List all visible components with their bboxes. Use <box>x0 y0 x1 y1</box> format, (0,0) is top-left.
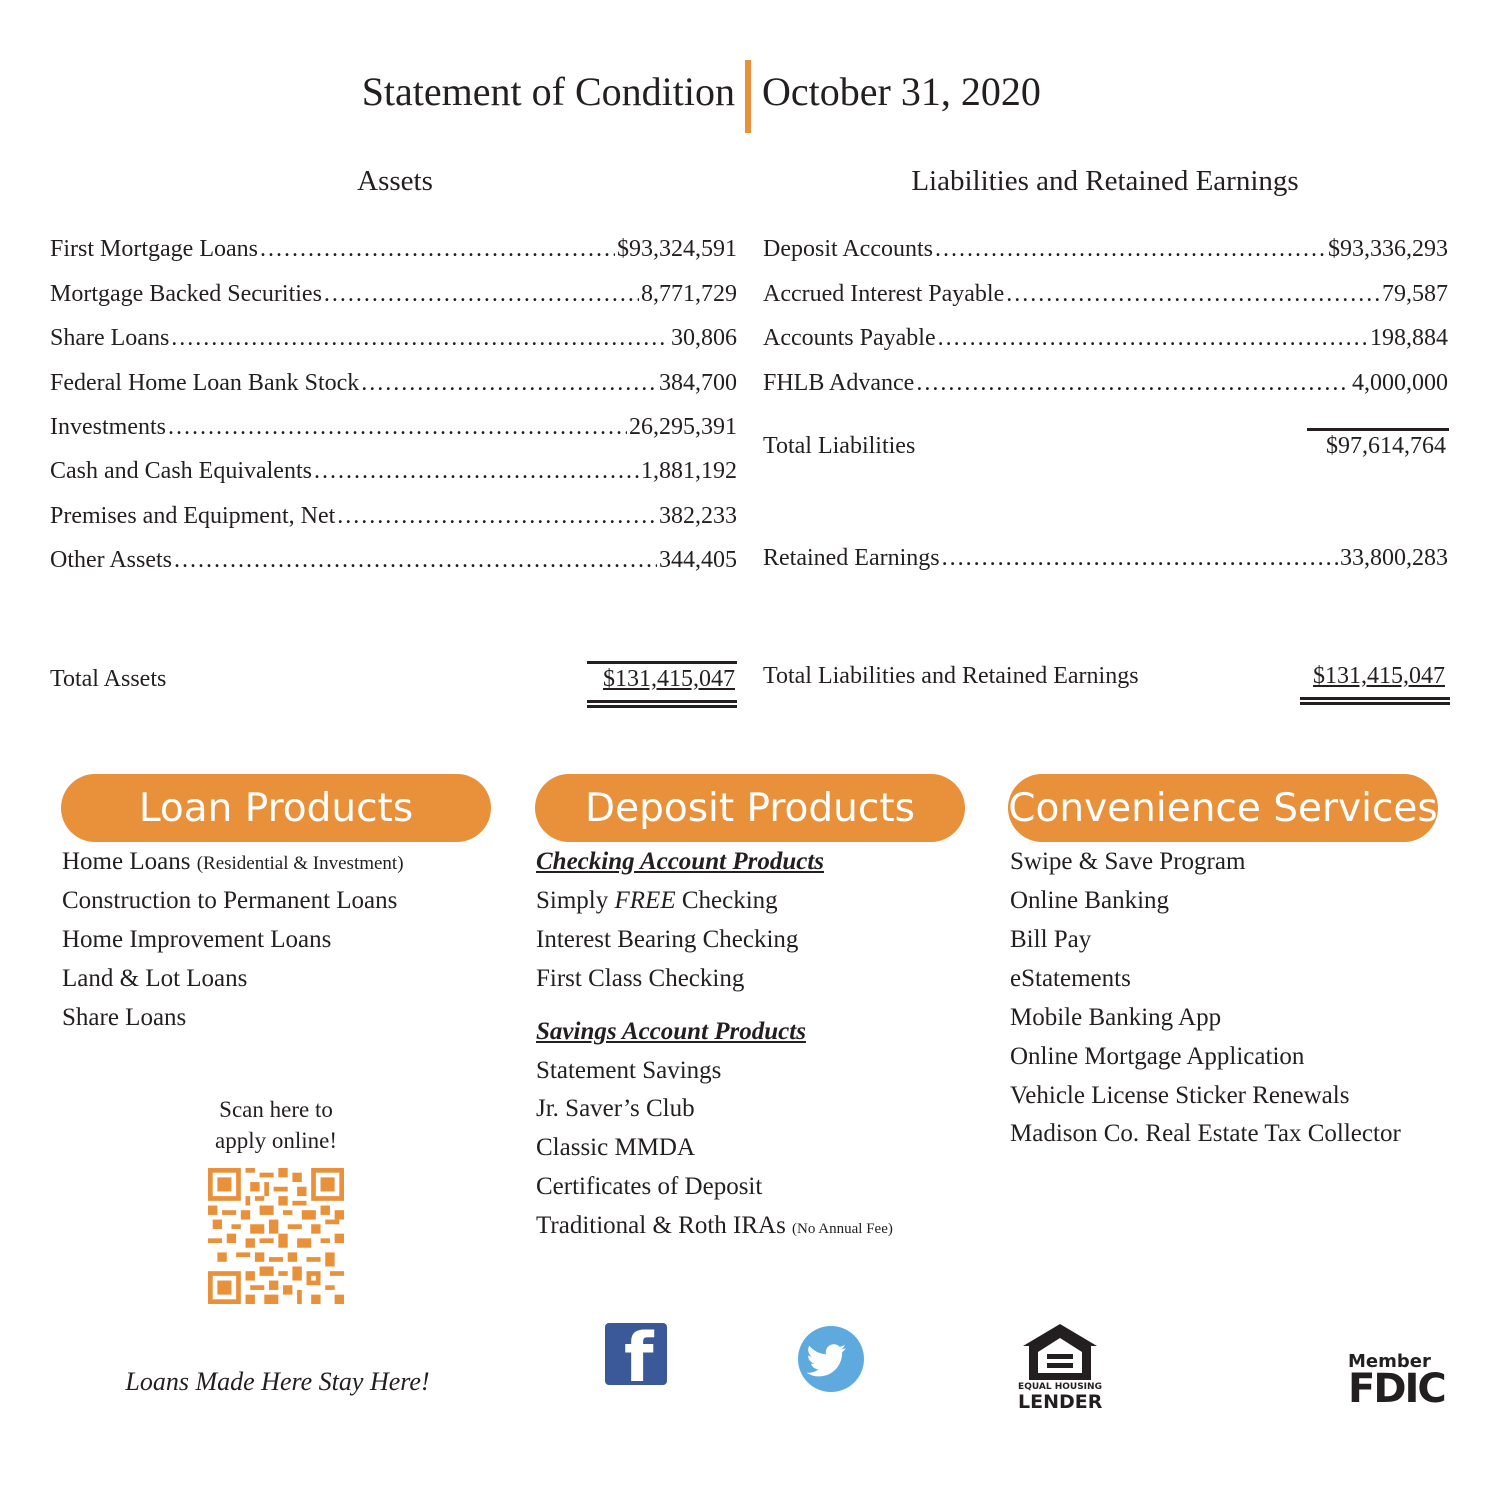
total-assets-value: $131,415,047 <box>603 666 735 692</box>
asset-value: 8,771,729 <box>641 281 737 307</box>
asset-label: Share Loans <box>50 325 170 351</box>
leader-dots <box>324 281 639 308</box>
fdic-logo: FDIC <box>1348 1366 1445 1412</box>
asset-row <box>50 503 737 539</box>
savings-products-heading: Savings Account Products <box>536 1018 806 1045</box>
total-liabilities-rule <box>1307 428 1449 431</box>
asset-value: 26,295,391 <box>629 414 737 440</box>
deposit-item-part: Simply <box>536 887 609 914</box>
deposit-products-heading: Deposit Products <box>535 774 965 842</box>
loan-item <box>62 848 404 876</box>
service-item: Vehicle License Sticker Renewals <box>1010 1082 1350 1109</box>
service-item: Online Banking <box>1010 887 1170 914</box>
qr-code-icon[interactable] <box>205 1168 347 1304</box>
liability-label: Accounts Payable <box>763 325 936 351</box>
service-item: Online Mortgage Application <box>1010 1043 1305 1070</box>
service-item: Madison Co. Real Estate Tax Collector <box>1010 1120 1401 1147</box>
ehl-line-2: LENDER <box>1018 1391 1103 1413</box>
asset-value: 1,881,192 <box>641 458 737 484</box>
statement-date: October 31, 2020 <box>762 69 1041 114</box>
deposit-item-note: (No Annual Fee) <box>792 1221 893 1237</box>
asset-label: Mortgage Backed Securities <box>50 281 322 307</box>
asset-row <box>50 370 737 406</box>
total-rule-top <box>587 661 737 664</box>
loan-products-heading: Loan Products <box>61 774 491 842</box>
deposit-item <box>536 1212 893 1240</box>
deposit-item: Interest Bearing Checking <box>536 926 799 953</box>
leader-dots <box>314 458 639 485</box>
leader-dots <box>916 370 1350 397</box>
scan-line-2: apply online! <box>215 1128 337 1153</box>
loan-item-label: Home Loans <box>62 848 191 875</box>
asset-row <box>50 547 737 583</box>
deposit-item: Statement Savings <box>536 1057 722 1084</box>
service-item: Mobile Banking App <box>1010 1004 1222 1031</box>
equal-housing-icon <box>1021 1322 1099 1382</box>
retained-earnings-value: 33,800,283 <box>1340 545 1448 571</box>
loan-item: Home Improvement Loans <box>62 926 332 953</box>
leader-dots <box>361 370 657 397</box>
deposit-item-emphasis: FREE <box>614 887 676 914</box>
title-divider <box>745 60 751 133</box>
leader-dots <box>171 325 669 352</box>
twitter-bird-icon <box>798 1326 864 1392</box>
deposit-item: Certificates of Deposit <box>536 1173 763 1200</box>
deposit-item: Jr. Saver’s Club <box>536 1095 695 1122</box>
leader-dots <box>260 236 615 263</box>
grand-total-label: Total Liabilities and Retained Earnings <box>763 663 1139 689</box>
deposit-item: First Class Checking <box>536 965 745 992</box>
service-item: Swipe & Save Program <box>1010 848 1246 875</box>
page-title: Statement of Condition <box>361 69 735 114</box>
liability-value: 79,587 <box>1382 281 1448 307</box>
asset-value: 30,806 <box>671 325 737 351</box>
asset-label: Other Assets <box>50 547 172 573</box>
leader-dots <box>168 414 627 441</box>
slogan: Loans Made Here Stay Here! <box>125 1367 430 1396</box>
liability-row <box>763 281 1448 317</box>
asset-value: $93,324,591 <box>617 236 737 262</box>
total-liabilities-value: $97,614,764 <box>1326 433 1446 459</box>
fdic-member-label: Member <box>1348 1351 1431 1372</box>
grand-total-rule-1 <box>1300 697 1450 700</box>
convenience-services-heading: Convenience Services <box>1008 774 1438 842</box>
asset-row <box>50 458 737 494</box>
total-assets-label: Total Assets <box>50 666 167 692</box>
leader-dots <box>1006 281 1380 308</box>
grand-total-rule-2 <box>1300 702 1450 705</box>
leader-dots <box>942 545 1338 572</box>
liability-value: 198,884 <box>1370 325 1448 351</box>
loan-item: Construction to Permanent Loans <box>62 887 398 914</box>
asset-label: Federal Home Loan Bank Stock <box>50 370 360 396</box>
liability-value: 4,000,000 <box>1352 370 1448 396</box>
assets-heading: Assets <box>357 165 433 197</box>
asset-label: Premises and Equipment, Net <box>50 503 336 529</box>
leader-dots <box>174 547 657 574</box>
asset-label: Cash and Cash Equivalents <box>50 458 312 484</box>
loan-item: Land & Lot Loans <box>62 965 248 992</box>
scan-instructions <box>176 1094 376 1156</box>
total-rule-double-2 <box>587 705 737 708</box>
leader-dots <box>938 325 1368 352</box>
deposit-item-part: Checking <box>681 887 778 914</box>
leader-dots <box>935 236 1326 263</box>
liabilities-heading: Liabilities and Retained Earnings <box>911 165 1299 197</box>
scan-line-1: Scan here to <box>219 1097 333 1122</box>
retained-earnings-row <box>763 545 1448 581</box>
asset-label: Investments <box>50 414 166 440</box>
deposit-item: Classic MMDA <box>536 1134 696 1161</box>
grand-total-value: $131,415,047 <box>1313 663 1445 689</box>
liability-label: FHLB Advance <box>763 370 915 396</box>
twitter-icon[interactable] <box>798 1326 864 1392</box>
asset-row <box>50 325 737 361</box>
liability-label: Deposit Accounts <box>763 236 933 262</box>
facebook-icon[interactable] <box>605 1323 667 1385</box>
leader-dots <box>337 503 657 530</box>
deposit-item <box>536 887 778 915</box>
service-item: Bill Pay <box>1010 926 1092 953</box>
liability-row <box>763 236 1448 272</box>
asset-value: 384,700 <box>659 370 737 396</box>
checking-products-heading: Checking Account Products <box>536 848 824 875</box>
facebook-glyph: f <box>624 1323 654 1385</box>
retained-earnings-label: Retained Earnings <box>763 545 940 571</box>
total-liabilities-label: Total Liabilities <box>763 433 916 459</box>
equal-housing-lender-logo <box>1018 1382 1102 1412</box>
asset-row <box>50 281 737 317</box>
loan-item: Share Loans <box>62 1004 187 1031</box>
liability-value: $93,336,293 <box>1328 236 1448 262</box>
deposit-item-label: Traditional & Roth IRAs <box>536 1212 786 1239</box>
service-item: eStatements <box>1010 965 1131 992</box>
asset-value: 344,405 <box>659 547 737 573</box>
asset-value: 382,233 <box>659 503 737 529</box>
asset-label: First Mortgage Loans <box>50 236 258 262</box>
liability-label: Accrued Interest Payable <box>763 281 1005 307</box>
asset-row <box>50 414 737 450</box>
statement-header <box>0 60 1500 135</box>
liability-row <box>763 325 1448 361</box>
liability-row <box>763 370 1448 406</box>
total-rule-double-1 <box>587 700 737 703</box>
loan-item-note: (Residential & Investment) <box>196 853 404 874</box>
asset-row <box>50 236 737 272</box>
ehl-line-1: EQUAL HOUSING <box>1018 1382 1102 1392</box>
